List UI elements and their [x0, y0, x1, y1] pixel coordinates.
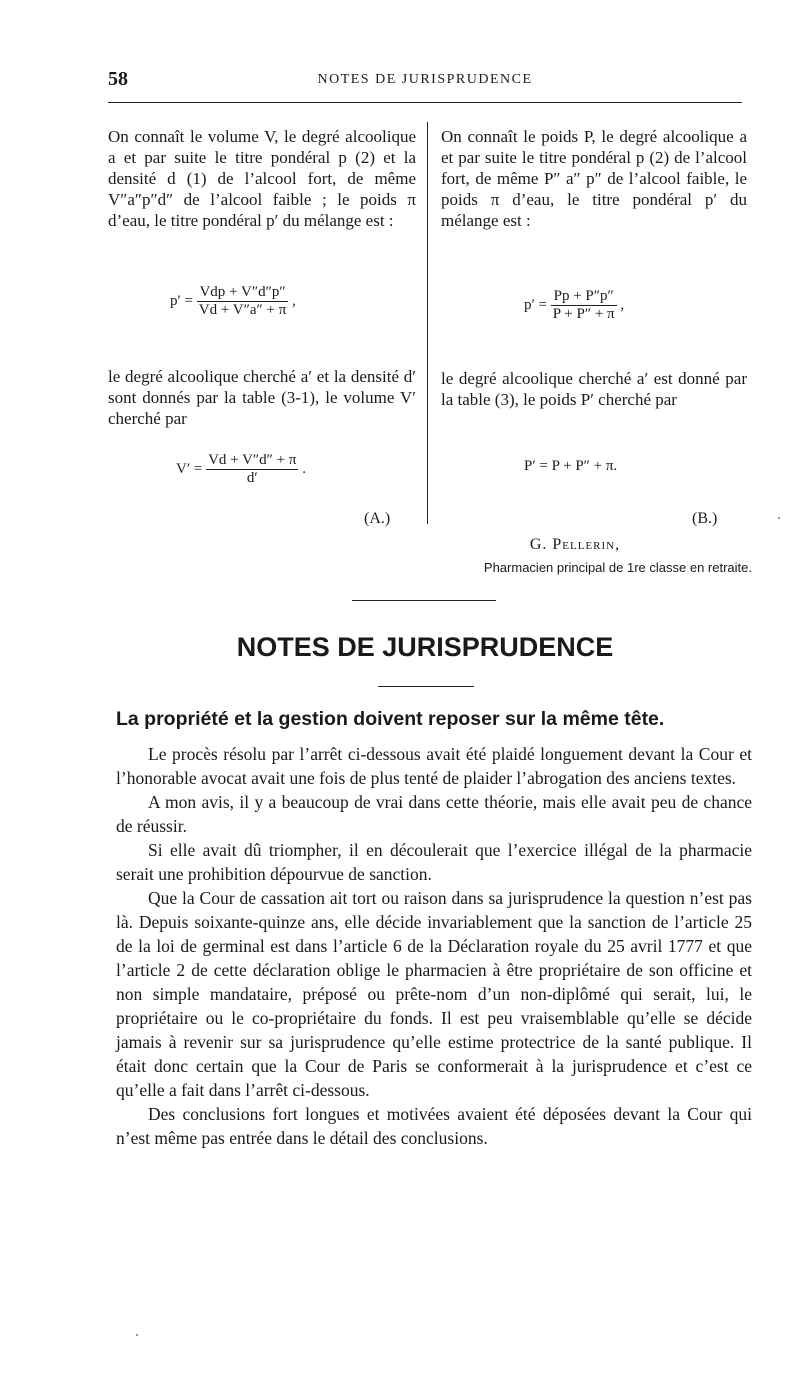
- left-formula-2-numerator: Vd + V″d″ + π: [208, 452, 297, 468]
- right-column-intro: [441, 126, 747, 231]
- article-body: [116, 742, 752, 1150]
- running-title: NOTES DE JURISPRUDENCE: [317, 72, 533, 87]
- print-speck: [778, 517, 780, 519]
- paragraph: Si elle avait dû triompher, il en découlerait que l’exercice illégal de la pharmacie serait une prohibition dépourvue de sanction.: [116, 840, 752, 884]
- print-speck: [136, 1334, 138, 1336]
- author-initial: G.: [529, 536, 553, 553]
- paragraph: A mon avis, il y a beaucoup de vrai dans cette théorie, mais elle avait peu de chance de réussir.: [116, 792, 752, 836]
- left-formula-2-fraction: [206, 452, 298, 487]
- right-formula-1-fraction: [551, 288, 617, 323]
- formula-tag-b: (B.): [692, 510, 718, 527]
- left-formula-1: [170, 284, 296, 319]
- right-intro-text: On connaît le poids P, le degré alcoolique a et par suite le titre pondéral p (2) de l’alcool fort, de même P″ a″ p″ de l’alcool faible, le poids π d’eau, le titre pondéral p′ du mélange est :: [441, 127, 747, 230]
- left-column-middle: [108, 366, 416, 429]
- left-formula-2: [176, 452, 306, 487]
- left-formula-1-denominator: Vd + V″a″ + π: [198, 302, 287, 318]
- left-formula-1-numerator: Vdp + V″d″p″: [199, 284, 286, 300]
- author-surname: Pellerin: [552, 536, 616, 553]
- right-formula-1-end: ,: [620, 296, 625, 313]
- section-title: NOTES DE JURISPRUDENCE: [236, 632, 614, 662]
- title-underline: [378, 686, 474, 687]
- author-trail: ,: [615, 536, 621, 553]
- paragraph: Des conclusions fort longues et motivées avaient été déposées devant la Cour qui n’est même pas entrée dans le détail des conclusions.: [116, 1104, 752, 1148]
- left-column-intro: [108, 126, 416, 231]
- right-formula-1: [524, 288, 624, 323]
- right-formula-1-lhs: p′ =: [524, 296, 547, 313]
- right-formula-1-denominator: P + P″ + π: [552, 306, 615, 322]
- paragraph: Que la Cour de cassation ait tort ou raison dans sa jurisprudence la question n’est pas là. Depuis soixante-quinze ans, elle décide invariablement que la sanction de l’article 25 de la loi de germinal est dans l’article 6 de la Déclaration royale du 25 avril 1777 et que l’article 2 de cette déclaration oblige le pharmacien à être propriétaire de son officine et non simple mandataire, préposé ou prête-nom d’un non-diplômé qui serait, lui, le propriétaire ou le co-propriétaire du fonds. Il est peu vraisemblable qu’elle se décide jamais à revenir sur sa jurisprudence qu’elle estime protectrice de la santé publique. Il était donc certain que la Cour de Paris se conformerait à la jurisprudence et c’est ce qu’elle a fait dans l’arrêt ci-dessous.: [116, 888, 752, 1100]
- right-middle-text: le degré alcoolique cherché a′ est donné par la table (3), le poids P′ cherché par: [441, 369, 747, 409]
- left-formula-2-lhs: V′ =: [176, 460, 203, 477]
- left-intro-text: On connaît le volume V, le degré alcoolique a et par suite le titre pondéral p (2) et la densité d (1) de l’alcool fort, de même V″a″p″d″ de l’alcool faible ; le poids π d’eau, le titre pondéral p′ du mélange est :: [108, 127, 416, 230]
- left-formula-2-denominator: d′: [206, 469, 298, 487]
- left-formula-1-end: ,: [292, 292, 296, 309]
- left-formula-1-fraction: [197, 284, 289, 319]
- right-column-middle: [441, 368, 747, 410]
- header-rule: [108, 102, 742, 103]
- formula-tag-a: (A.): [364, 510, 391, 527]
- right-formula-2: P′ = P + P″ + π.: [524, 458, 618, 474]
- column-divider: [427, 122, 428, 524]
- article-subtitle: La propriété et la gestion doivent reposer sur la même tête.: [116, 708, 665, 730]
- page-number: 58: [108, 68, 128, 90]
- section-divider: [352, 600, 496, 601]
- author-role: Pharmacien principal de 1re classe en retraite.: [483, 560, 752, 575]
- paragraph: Le procès résolu par l’arrêt ci-dessous avait été plaidé longuement devant la Cour et l’honorable avocat avait une fois de plus tenté de plaider l’abrogation des anciens textes.: [116, 744, 752, 788]
- left-middle-text: le degré alcoolique cherché a′ et la densité d′ sont donnés par la table (3-1), le volume V′ cherché par: [108, 367, 416, 428]
- right-formula-1-numerator: Pp + P″p″: [553, 288, 614, 304]
- left-formula-2-end: .: [302, 460, 306, 477]
- left-formula-1-lhs: p′ =: [170, 292, 193, 309]
- author-signature: [430, 536, 720, 554]
